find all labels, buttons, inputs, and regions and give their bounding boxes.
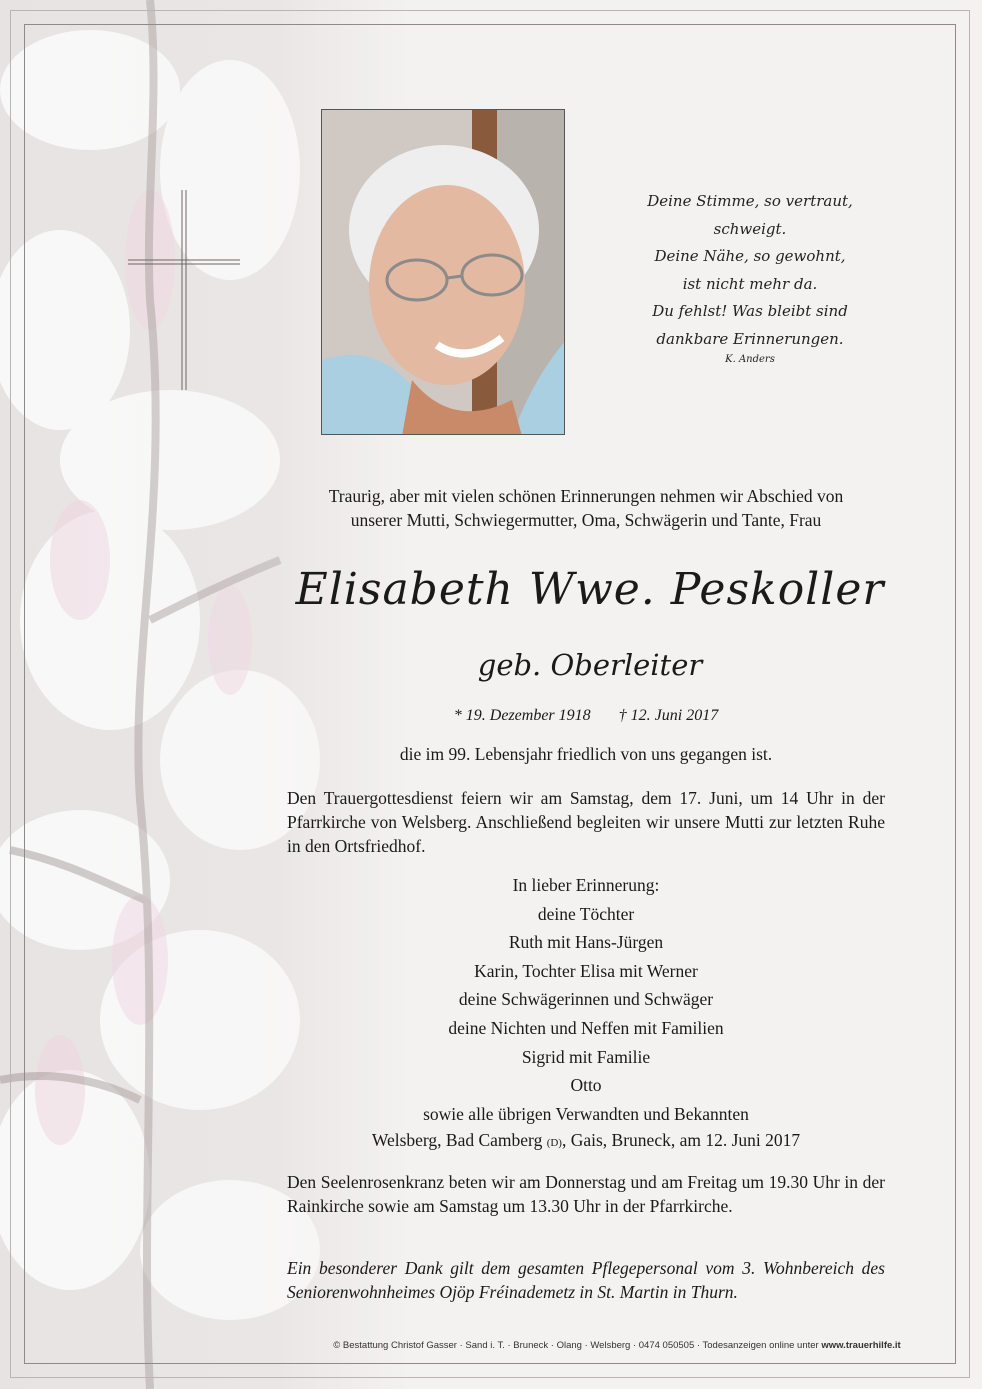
birth-date: * 19. Dezember 1918 [453,707,591,724]
mourner-line: Otto [570,1075,602,1096]
rosary-notice: Den Seelenrosenkranz beten wir am Donnerstag und am Freitag um 19.30 Uhr in der Rainkirche sowie am Samstag um 13.30 Uhr in der Pfarrkirche. [287,1172,885,1216]
mourner-line: sowie alle übrigen Verwandten und Bekannten [423,1103,749,1124]
intro-line: Traurig, aber mit vielen schönen Erinnerungen nehmen wir Abschied von [328,486,844,506]
quote-line: Deine Stimme, so vertraut, [647,192,853,210]
quote-line: ist nicht mehr da. [682,274,818,293]
footer [284,1339,950,1353]
quote-line: Deine Nähe, so gewohnt, [654,247,846,265]
funeral-notice: Den Trauergottesdienst feiern wir am Samstag, dem 17. Juni, um 14 Uhr in der Pfarrkirche von Welsberg. Anschließend begleiten wir unsere Mutti zur letzten Ruhe in den Ortsfriedhof. [287,788,885,856]
cross-icon [128,190,240,390]
mourner-line: Karin, Tochter Elisa mit Werner [474,960,698,981]
quote-line: schweigt. [713,219,787,238]
mourners-list [287,871,885,1128]
death-date: † 12. Juni 2017 [618,707,719,724]
mourner-line: Sigrid mit Familie [521,1046,651,1067]
maiden-name: geb. Oberleiter [477,648,703,682]
age-line: die im 99. Lebensjahr friedlich von uns gegangen ist. [399,744,773,764]
mourner-line: Ruth mit Hans-Jürgen [508,932,664,953]
country-code: (D) [546,1137,562,1149]
portrait-photo [321,109,565,435]
quote-author: K. Anders [725,354,775,365]
mourner-line: deine Töchter [537,903,635,924]
memorial-quote [630,188,870,367]
quote-line: dankbare Erinnerungen. [656,329,844,348]
mourner-line: deine Schwägerinnen und Schwäger [458,989,714,1010]
place-date-text: Welsberg, Bad Camberg [371,1130,543,1150]
footer-text: © Bestattung Christof Gasser · Sand i. T. · Bruneck · Olang · Welsberg · 0474 050505 · Todesanzeigen online unter [333,1340,822,1351]
mourners-heading: In lieber Erinnerung: [512,875,660,895]
mourner-line: deine Nichten und Neffen mit Familien [448,1017,724,1038]
intro-line: unserer Mutti, Schwiegermutter, Oma, Schwägerin und Tante, Frau [350,510,822,530]
website-link[interactable]: www.trauerhilfe.it [821,1340,901,1351]
place-date [287,1128,885,1155]
deceased-name: Elisabeth Wwe. Peskoller [295,564,885,615]
intro-text [284,484,888,532]
quote-line: Du fehlst! Was bleibt sind [652,302,848,320]
thanks-notice: Ein besonderer Dank gilt dem gesamten Pflegepersonal vom 3. Wohnbereich des Seniorenwohnheimes Ojöp Fréinademetz in St. Martin in Thurn. [287,1258,885,1302]
place-date-rest: , Gais, Bruneck, am 12. Juni 2017 [561,1130,801,1150]
life-dates [284,704,888,728]
